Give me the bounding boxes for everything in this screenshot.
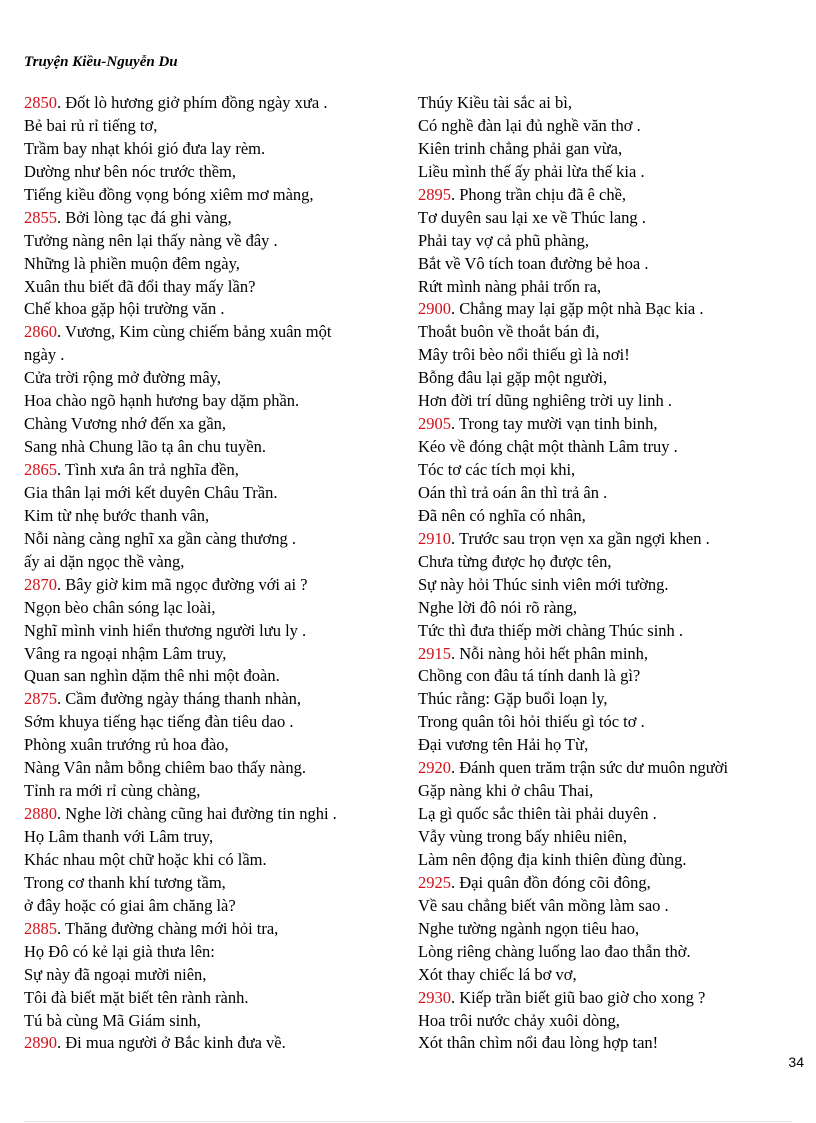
verse-text: Bẻ bai rủ rỉ tiếng tơ, (24, 115, 158, 135)
verse-text: Tiếng kiều đồng vọng bóng xiêm mơ màng, (24, 184, 314, 204)
verse-line (418, 711, 808, 734)
verse-number: 2915 (418, 643, 451, 663)
verse-text: Nghe lời đô nói rõ ràng, (418, 597, 578, 617)
verse-text: Bắt về Vô tích toan đường bẻ hoa . (418, 253, 649, 273)
verse-text: Phải tay vợ cả phũ phàng, (418, 230, 589, 250)
verse-text: Phòng xuân trướng rủ hoa đào, (24, 735, 229, 755)
verse-number: 2920 (418, 758, 451, 778)
verse-text: Chế khoa gặp hội trường văn . (24, 299, 225, 319)
verse-number: 2860 (24, 322, 57, 342)
page-number: 34 (788, 1054, 804, 1070)
verse-line (24, 597, 414, 620)
verse-text: Thúc rằng: Gặp buổi loạn ly, (418, 689, 608, 709)
verse-text: Tôi đà biết mặt biết tên rành rành. (24, 987, 249, 1007)
verse-text: Tơ duyên sau lại xe về Thúc lang . (418, 207, 646, 227)
verse-number: 2905 (418, 414, 451, 434)
verse-text: Vẫy vùng trong bấy nhiêu niên, (418, 827, 627, 846)
verse-line (24, 1010, 414, 1033)
verse-text: . Nỗi nàng hỏi hết phân minh, (451, 643, 649, 663)
verse-line (24, 688, 414, 711)
verse-text: . Đánh quen trăm trận sức dư muôn người (451, 758, 729, 778)
verse-line (418, 688, 808, 711)
verse-text: . Trong tay mười vạn tinh binh, (451, 414, 658, 434)
verse-text: ấy ai dặn ngọc thề vàng, (24, 551, 185, 571)
verse-line (24, 551, 414, 574)
verse-line (24, 780, 414, 803)
verse-text: Gặp nàng khi ở châu Thai, (418, 781, 594, 801)
verse-line (418, 665, 808, 688)
verse-line (418, 207, 808, 230)
verse-line (418, 1032, 808, 1055)
verse-line (418, 964, 808, 987)
verse-text: Bỗng đâu lại gặp một người, (418, 368, 608, 388)
verse-line (418, 253, 808, 276)
verse-number: 2895 (418, 184, 451, 204)
verse-line (418, 918, 808, 941)
verse-line (24, 987, 414, 1010)
verse-text: . Cầm đường ngày tháng thanh nhàn, (57, 689, 302, 709)
verse-text: . Thăng đường chàng mới hỏi tra, (57, 918, 279, 938)
verse-text: Thoắt buôn về thoắt bán đi, (418, 322, 600, 342)
verse-line (418, 1010, 808, 1033)
verse-text: ở đây hoặc có giai âm chăng là? (24, 895, 236, 915)
verse-line (24, 138, 414, 161)
verse-line (418, 643, 808, 666)
verse-line (24, 849, 414, 872)
verse-line (24, 367, 414, 390)
verse-text: Kiên trinh chẳng phải gan vừa, (418, 138, 623, 158)
verse-number: 2910 (418, 528, 451, 548)
verse-text: . Chẳng may lại gặp một nhà Bạc kia . (451, 299, 704, 319)
verse-line (418, 895, 808, 918)
verse-line (418, 344, 808, 367)
verse-line (24, 344, 414, 367)
verse-line (418, 734, 808, 757)
verse-text: . Nghe lời chàng cũng hai đường tin nghi . (57, 804, 337, 824)
verse-line (24, 161, 414, 184)
verse-number: 2890 (24, 1033, 57, 1053)
left-verse-column (24, 92, 414, 1055)
verse-text: Kim từ nhẹ bước thanh vân, (24, 505, 210, 525)
verse-number: 2865 (24, 460, 57, 479)
verse-text: . Tình xưa ân trả nghĩa đền, (57, 460, 239, 479)
verse-text: Hoa trôi nước chảy xuôi dòng, (418, 1010, 620, 1030)
verse-line (418, 184, 808, 207)
verse-text: . Kiếp trần biết giũ bao giờ cho xong ? (451, 987, 706, 1007)
verse-text: Rứt mình nàng phải trốn ra, (418, 276, 602, 296)
verse-line (418, 505, 808, 528)
verse-number: 2930 (418, 987, 451, 1007)
verse-line (24, 230, 414, 253)
verse-number: 2870 (24, 574, 57, 594)
verse-text: Tỉnh ra mới rỉ cùng chàng, (24, 781, 201, 801)
verse-line (24, 482, 414, 505)
verse-text: Liều mình thế ấy phải lừa thế kia . (418, 161, 645, 181)
verse-text: Đã nên có nghĩa có nhân, (418, 505, 586, 525)
right-verse-column (418, 92, 808, 1055)
verse-line (24, 413, 414, 436)
verse-text: Tưởng nàng nên lại thấy nàng về đây . (24, 230, 278, 250)
verse-text: . Trước sau trọn vẹn xa gần ngợi khen . (451, 528, 710, 548)
verse-text: Tóc tơ các tích mọi khi, (418, 460, 576, 479)
verse-line (418, 849, 808, 872)
verse-line (418, 390, 808, 413)
verse-number: 2885 (24, 918, 57, 938)
verse-number: 2875 (24, 689, 57, 709)
verse-line (24, 276, 414, 299)
verse-text: Cửa trời rộng mở đường mây, (24, 368, 221, 388)
verse-line (24, 528, 414, 551)
verse-text: . Đại quân đồn đóng cõi đông, (451, 872, 651, 892)
verse-line (418, 803, 808, 826)
verse-line (24, 826, 414, 849)
verse-text: Họ Lâm thanh với Lâm truy, (24, 827, 214, 846)
verse-line (418, 780, 808, 803)
verse-number: 2900 (418, 299, 451, 319)
verse-line (24, 964, 414, 987)
verse-line (24, 643, 414, 666)
verse-text: Chưa từng được họ được tên, (418, 551, 612, 571)
verse-line (24, 711, 414, 734)
verse-text: Oán thì trả oán ân thì trả ân . (418, 482, 608, 502)
verse-line (418, 528, 808, 551)
verse-text: Nỗi nàng càng nghĩ xa gần càng thương . (24, 528, 296, 548)
verse-line (418, 574, 808, 597)
page-bottom-rule (24, 1121, 792, 1122)
verse-line (418, 941, 808, 964)
verse-text: Sự này hỏi Thúc sinh viên mới tường. (418, 574, 669, 594)
verse-line (418, 597, 808, 620)
verse-text: . Vương, Kim cùng chiếm bảng xuân một (57, 322, 332, 342)
verse-line (24, 620, 414, 643)
verse-line (24, 895, 414, 918)
verse-text: . Bởi lòng tạc đá ghi vàng, (57, 207, 232, 227)
verse-line (24, 459, 414, 482)
verse-text: Dường như bên nóc trước thềm, (24, 161, 236, 181)
verse-line (24, 941, 414, 964)
verse-line (24, 390, 414, 413)
verse-text: Trong cơ thanh khí tương tầm, (24, 872, 226, 892)
verse-text: . Đi mua người ở Bắc kinh đưa về. (57, 1033, 286, 1053)
verse-text: Thúy Kiều tài sắc ai bì, (418, 93, 572, 112)
verse-text: Xuân thu biết đã đổi thay mấy lần? (24, 276, 256, 296)
verse-text: Khác nhau một chữ hoặc khi có lầm. (24, 849, 267, 869)
verse-line (418, 551, 808, 574)
verse-line (24, 298, 414, 321)
verse-text: . Đốt lò hương giở phím đồng ngày xưa . (57, 93, 328, 112)
verse-text: ngày . (24, 345, 65, 365)
verse-number: 2925 (418, 872, 451, 892)
verse-line (418, 161, 808, 184)
verse-line (24, 734, 414, 757)
document-header: Truyện Kiều-Nguyễn Du (24, 54, 178, 70)
verse-text: Có nghề đàn lại đủ nghề văn thơ . (418, 115, 641, 135)
verse-text: Quan san nghìn dặm thê nhi một đoàn. (24, 666, 280, 686)
verse-line (418, 482, 808, 505)
verse-line (418, 987, 808, 1010)
verse-text: Sự này đã ngoại mười niên, (24, 964, 207, 984)
verse-line (24, 207, 414, 230)
verse-text: Mây trôi bèo nổi thiếu gì là nơi! (418, 345, 630, 365)
verse-line (24, 803, 414, 826)
verse-line (24, 1032, 414, 1055)
verse-text: Xót thân chìm nổi đau lòng hợp tan! (418, 1033, 659, 1053)
verse-line (24, 505, 414, 528)
verse-number: 2880 (24, 804, 57, 824)
verse-line (418, 115, 808, 138)
verse-text: Xót thay chiếc lá bơ vơ, (418, 964, 577, 984)
verse-text: Gia thân lại mới kết duyên Châu Trần. (24, 482, 278, 502)
verse-line (418, 298, 808, 321)
verse-number: 2855 (24, 207, 57, 227)
verse-text: Hoa chào ngõ hạnh hương bay dặm phần. (24, 391, 300, 411)
verse-text: Những là phiền muộn đêm ngày, (24, 253, 240, 273)
verse-text: Tú bà cùng Mã Giám sinh, (24, 1010, 201, 1030)
verse-text: Làm nên động địa kinh thiên đùng đùng. (418, 849, 687, 869)
verse-line (24, 321, 414, 344)
verse-line (24, 92, 414, 115)
verse-line (418, 436, 808, 459)
verse-line (24, 184, 414, 207)
verse-line (418, 92, 808, 115)
verse-text: Nghe tường ngành ngọn tiêu hao, (418, 918, 640, 938)
verse-line (24, 757, 414, 780)
verse-line (418, 138, 808, 161)
verse-line (418, 321, 808, 344)
verse-text: Lòng riêng chàng luống lao đao thẫn thờ. (418, 941, 691, 961)
verse-text: . Phong trần chịu đã ê chề, (451, 184, 627, 204)
verse-text: Ngọn bèo chân sóng lạc loài, (24, 597, 216, 617)
verse-line (418, 459, 808, 482)
verse-line (418, 757, 808, 780)
verse-line (24, 115, 414, 138)
verse-number: 2850 (24, 93, 57, 112)
verse-line (418, 276, 808, 299)
verse-text: Sang nhà Chung lão tạ ân chu tuyền. (24, 437, 266, 457)
verse-text: Lạ gì quốc sắc thiên tài phải duyên . (418, 804, 657, 824)
verse-text: Chàng Vương nhớ đến xa gần, (24, 414, 227, 434)
verse-line (24, 665, 414, 688)
verse-line (418, 620, 808, 643)
verse-line (24, 872, 414, 895)
verse-line (24, 918, 414, 941)
verse-text: Tức thì đưa thiếp mời chàng Thúc sinh . (418, 620, 684, 640)
verse-line (418, 367, 808, 390)
verse-text: Trầm bay nhạt khói gió đưa lay rèm. (24, 138, 266, 158)
verse-line (418, 230, 808, 253)
verse-text: Hơn đời trí dũng nghiêng trời uy linh . (418, 391, 672, 411)
verse-line (418, 413, 808, 436)
verse-text: Kéo về đóng chật một thành Lâm truy . (418, 437, 678, 457)
verse-text: . Bây giờ kim mã ngọc đường với ai ? (57, 574, 308, 594)
verse-text: Nghĩ mình vinh hiển thương người lưu ly . (24, 620, 307, 640)
verse-line (24, 574, 414, 597)
verse-line (24, 436, 414, 459)
verse-text: Sớm khuya tiếng hạc tiếng đàn tiêu dao . (24, 712, 294, 732)
verse-text: Về sau chẳng biết vân mồng làm sao . (418, 895, 669, 915)
verse-line (24, 253, 414, 276)
verse-line (418, 826, 808, 849)
verse-text: Chồng con đâu tá tính danh là gì? (418, 666, 641, 686)
verse-text: Đại vương tên Hải họ Từ, (418, 735, 589, 755)
verse-text: Họ Đô có kẻ lại già thưa lên: (24, 941, 215, 961)
verse-text: Nàng Vân nằm bỗng chiêm bao thấy nàng. (24, 758, 306, 778)
verse-line (418, 872, 808, 895)
verse-text: Trong quân tôi hỏi thiếu gì tóc tơ . (418, 712, 645, 732)
verse-text: Vâng ra ngoại nhậm Lâm truy, (24, 643, 227, 663)
